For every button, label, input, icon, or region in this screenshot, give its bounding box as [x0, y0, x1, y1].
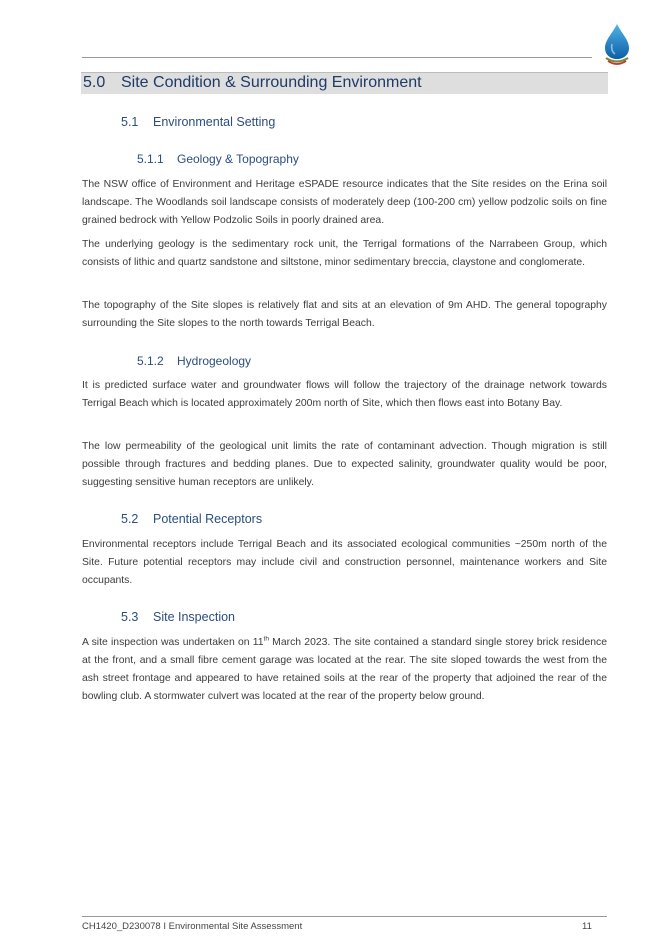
subsection-number-5-2: 5.2 — [121, 512, 139, 526]
ordinal-suffix: th — [263, 635, 269, 643]
subsection-number-5-3: 5.3 — [121, 610, 139, 624]
paragraph-topography: The topography of the Site slopes is relatively flat and sits at an elevation of 9m AHD. The general topography surrounding the Site slopes to the north towards Terrigal Beach. — [82, 300, 607, 329]
subsection-number-5-1-2: 5.1.2 — [137, 354, 164, 368]
header-rule — [82, 57, 592, 58]
footer-page-number: 11 — [582, 921, 592, 932]
inspection-text-rest: March 2023. The site contained a standard single storey brick residence at the front, and a small fibre cement garage was located at the rear. The site sloped towards the west from the ash street frontage and appeared to have retained soils at the rear of the property that adjoined the rear of the bowling club. A stormwater culvert was located at the rear of the property below ground. — [82, 637, 607, 702]
paragraph-geology-2: The underlying geology is the sedimentary rock unit, the Terrigal formations of the Narrabeen Group, which consists of lithic and quartz sandstone and siltstone, minor sedimentary breccia, claystone and conglomerate. — [82, 239, 607, 268]
subsection-title-5-3: Site Inspection — [153, 610, 235, 624]
subsection-title-5-1: Environmental Setting — [153, 115, 276, 129]
water-drop-logo-icon — [600, 22, 634, 66]
paragraph-hydrogeology-1: It is predicted surface water and groundwater flows will follow the trajectory of the drainage network towards Terrigal Beach which is located approximately 200m north of Site, which then flows east into Botany Bay. — [82, 380, 607, 409]
paragraph-hydrogeology-2: The low permeability of the geological unit limits the rate of contaminant advection. Though migration is still possible through fractures and bedding planes. Due to expected salinity, groundwater quality would be poor, suggesting sensitive human receptors are unlikely. — [82, 441, 607, 488]
subsection-title-5-2: Potential Receptors — [153, 512, 263, 526]
footer-document-reference: CH1420_D230078 I Environmental Site Assessment — [82, 921, 303, 932]
inspection-text-start: A site inspection was undertaken on 11 — [82, 637, 264, 648]
section-title: Site Condition & Surrounding Environment — [121, 74, 422, 91]
paragraph-site-inspection — [82, 634, 607, 706]
subsection-title-5-1-1: Geology & Topography — [177, 152, 299, 166]
subsection-number-5-1: 5.1 — [121, 115, 139, 129]
subsection-number-5-1-1: 5.1.1 — [137, 152, 164, 166]
subsection-title-5-1-2: Hydrogeology — [177, 354, 252, 368]
paragraph-receptors: Environmental receptors include Terrigal Beach and its associated ecological communities ~250m north of the Site. Future potential receptors may include civil and construction personnel, maintenance workers and Site occupants. — [82, 539, 607, 586]
footer-rule — [82, 916, 607, 917]
paragraph-geology-1: The NSW office of Environment and Heritage eSPADE resource indicates that the Site resides on the Erina soil landscape. The Woodlands soil landscape consists of moderately deep (100-200 cm) yellow podzolic soils on fine grained bedrock with Yellow Podzolic Soils in poorly drained area. — [82, 179, 607, 226]
section-number: 5.0 — [83, 74, 106, 91]
